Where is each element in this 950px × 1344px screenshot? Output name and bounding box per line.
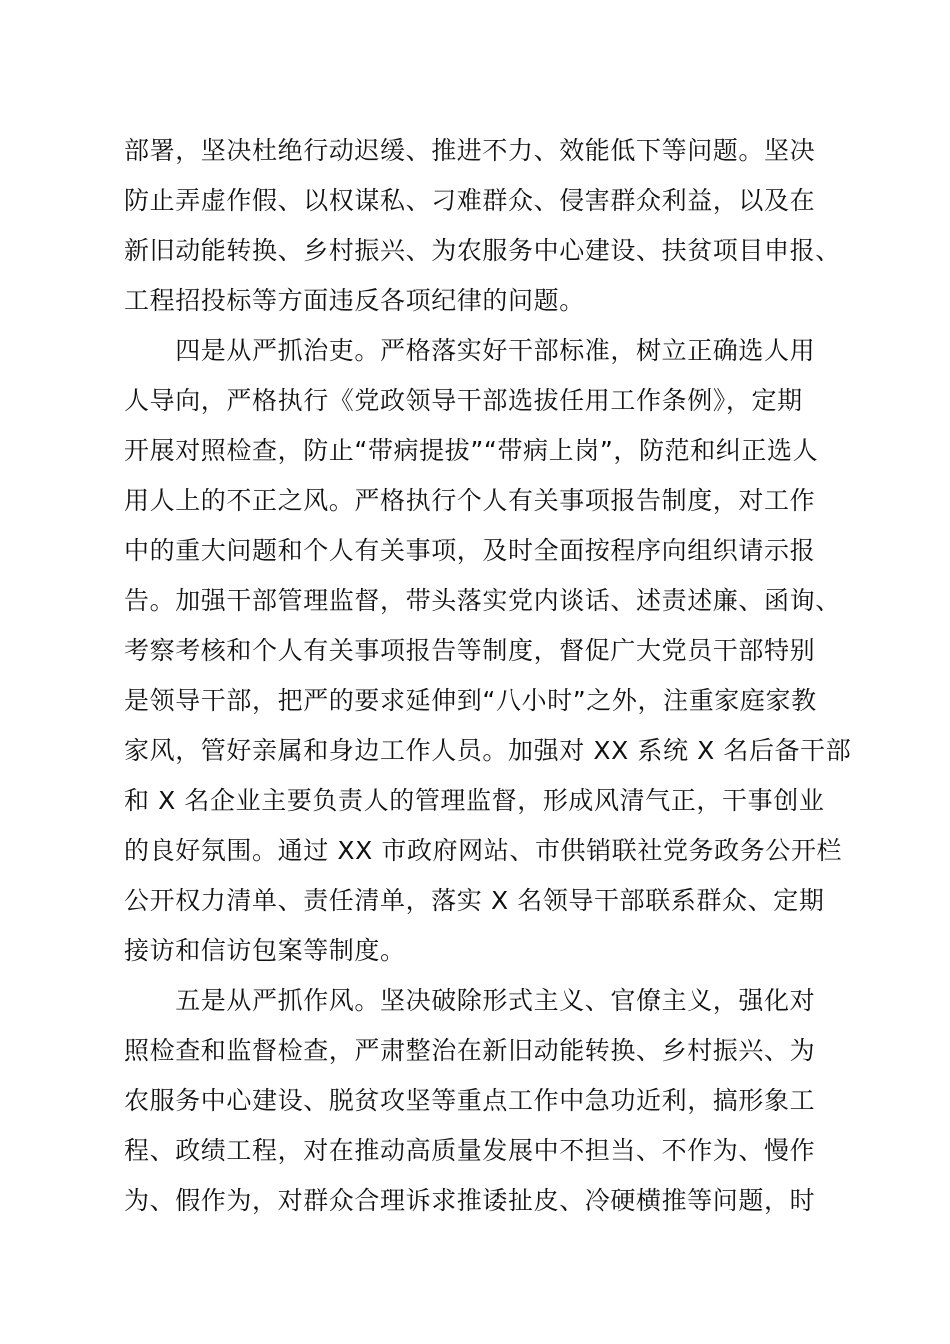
text-line: 四是从严抓治吏。严格落实好干部标准，树立正确选人用 (124, 336, 816, 365)
text-line: 农服务中心建设、脱贫攻坚等重点工作中急功近利，搞形象工 (124, 1086, 816, 1115)
text-line: 开展对照检查，防止“带病提拔”“带病上岗”，防范和纠正选人 (124, 436, 819, 465)
paragraph-strict-cadre-management (124, 326, 864, 976)
text-line: 的良好氛围。通过 XX 市政府网站、市供销联社党务政务公开栏 (124, 836, 843, 865)
text-line: 人导向，严格执行《党政领导干部选拔任用工作条例》，定期 (124, 386, 803, 415)
text-line: 用人上的不正之风。严格执行个人有关事项报告制度，对工作 (124, 486, 816, 515)
text-line: 是领导干部，把严的要求延伸到“八小时”之外，注重家庭家教 (124, 686, 817, 715)
text-line: 和 X 名企业主要负责人的管理监督，形成风清气正，干事创业 (124, 786, 825, 815)
document-body (124, 126, 864, 1226)
text-line: 中的重大问题和个人有关事项，及时全面按程序向组织请示报 (124, 536, 816, 565)
text-line: 工程招投标等方面违反各项纪律的问题。 (124, 286, 585, 315)
text-line: 公开权力清单、责任清单，落实 X 名领导干部联系群众、定期 (124, 886, 825, 915)
text-line: 新旧动能转换、乡村振兴、为农服务中心建设、扶贫项目申报、 (124, 236, 841, 265)
text-line: 部署，坚决杜绝行动迟缓、推进不力、效能低下等问题。坚决 (124, 136, 816, 165)
text-line: 家风，管好亲属和身边工作人员。加强对 XX 系统 X 名后备干部 (124, 736, 852, 765)
text-line: 五是从严抓作风。坚决破除形式主义、官僚主义，强化对 (124, 986, 816, 1015)
paragraph-continued (124, 126, 864, 326)
text-line: 考察考核和个人有关事项报告等制度，督促广大党员干部特别 (124, 636, 816, 665)
paragraph-strict-work-style (124, 976, 864, 1226)
text-line: 程、政绩工程，对在推动高质量发展中不担当、不作为、慢作 (124, 1136, 816, 1165)
text-line: 告。加强干部管理监督，带头落实党内谈话、述责述廉、函询、 (124, 586, 841, 615)
text-line: 接访和信访包案等制度。 (124, 936, 406, 965)
text-line: 为、假作为，对群众合理诉求推诿扯皮、冷硬横推等问题，时 (124, 1186, 816, 1215)
text-line: 防止弄虚作假、以权谋私、刁难群众、侵害群众利益，以及在 (124, 186, 816, 215)
text-line: 照检查和监督检查，严肃整治在新旧动能转换、乡村振兴、为 (124, 1036, 816, 1065)
